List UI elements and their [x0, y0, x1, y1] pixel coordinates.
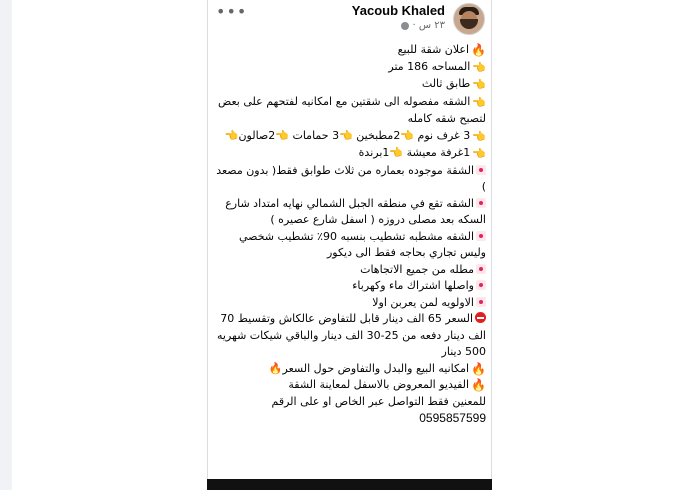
bullet-icon — [476, 165, 486, 175]
page-background-strip — [0, 0, 12, 490]
author-name[interactable]: Yacoub Khaled — [351, 3, 445, 18]
bullet-icon — [476, 198, 486, 208]
bullet-icon — [476, 297, 486, 307]
post-line — [216, 377, 486, 394]
fire-icon: 🔥 — [471, 43, 486, 57]
post-line — [216, 128, 486, 146]
avatar[interactable] — [453, 3, 485, 35]
post-line-text: الشقه مفصوله الى شقتين مع امكانيه لفتحهم على بعض لتصبح شقه كامله — [218, 94, 486, 125]
timestamp[interactable]: ٢٣ س · — [412, 20, 445, 31]
post-time[interactable] — [352, 19, 445, 33]
post-line-text: واصلها اشتراك ماء وكهرباء — [352, 279, 474, 292]
pointing-hand-icon: 👈 — [472, 95, 486, 109]
pointing-hand-icon: 👈 — [472, 60, 486, 74]
fire-icon: 🔥 — [471, 378, 486, 392]
post-line — [216, 94, 486, 128]
post-line — [216, 59, 486, 77]
post-meta — [352, 3, 445, 33]
post-line — [216, 196, 486, 229]
post-line — [216, 262, 486, 279]
no-entry-icon — [475, 312, 486, 323]
post-line — [216, 295, 486, 312]
post-line-text: 0595857599 — [419, 411, 486, 425]
post-line-text: الشقه تقع في منطقه الجبل الشمالي نهايه امتداد شارع السكه بعد مصلى دروزه ( اسفل شارع عصيره ) — [225, 196, 486, 226]
pointing-hand-icon: 👈 — [472, 129, 486, 143]
post-line-text: 1غرفة معيشة 👈1برندة — [358, 146, 471, 159]
post-line — [216, 410, 486, 427]
post-line-text: 3 غرف نوم 👈2مطبخين 👈3 حمامات 👈2صالون👈 — [224, 128, 471, 142]
post-line — [216, 311, 486, 361]
post-line — [216, 394, 486, 411]
post-line-text: امكانيه البيع والبدل والتفاوض حول السعر🔥 — [268, 361, 470, 375]
facebook-post — [207, 0, 492, 490]
fire-icon: 🔥 — [471, 361, 486, 376]
post-line-text: الشقة موجوده بعماره من ثلاث طوابق فقط( بدون مصعد ) — [216, 163, 486, 193]
post-line — [216, 76, 486, 94]
post-line — [216, 361, 486, 378]
post-line — [216, 229, 486, 262]
post-line-text: للمعنين فقط التواصل عبر الخاص او على الرقم — [271, 394, 486, 408]
post-line-text: مطله من جميع الاتجاهات — [360, 262, 474, 276]
post-line-text: طابق ثالث — [421, 77, 471, 90]
post-line-text: السعر 65 الف دينار قابل للتفاوض عالكاش وتقسيط 70 الف دينار دفعه من 25-30 الف دينار والباقي شيكات شهريه 500 دينار — [216, 312, 486, 358]
post-line-text: المساحه 186 متر — [388, 59, 471, 73]
post-line-text: الشقه مشطبه تشطيب بنسبه 90٪ تشطيب شخصي وليس تجاري بحاجه فقط الى ديكور — [239, 229, 486, 259]
post-line — [216, 145, 486, 163]
post-header — [352, 3, 485, 35]
post-line-text: اعلان شقة للبيع — [397, 43, 470, 56]
bullet-icon — [476, 264, 486, 274]
post-line — [216, 278, 486, 295]
more-options-icon[interactable]: ••• — [216, 2, 248, 21]
video-preview[interactable] — [207, 479, 492, 490]
bullet-icon — [476, 280, 486, 290]
post-line-text: الاولويه لمن يعربن اولا — [372, 295, 474, 309]
post-line — [216, 163, 486, 196]
globe-icon — [401, 22, 409, 30]
post-text — [216, 42, 486, 427]
bullet-icon — [476, 231, 486, 241]
pointing-hand-icon: 👈 — [472, 147, 486, 160]
pointing-hand-icon: 👈 — [472, 78, 486, 91]
post-line-text: الفيديو المعروض بالاسفل لمعاينة الشقة — [288, 378, 470, 391]
post-line — [216, 42, 486, 59]
